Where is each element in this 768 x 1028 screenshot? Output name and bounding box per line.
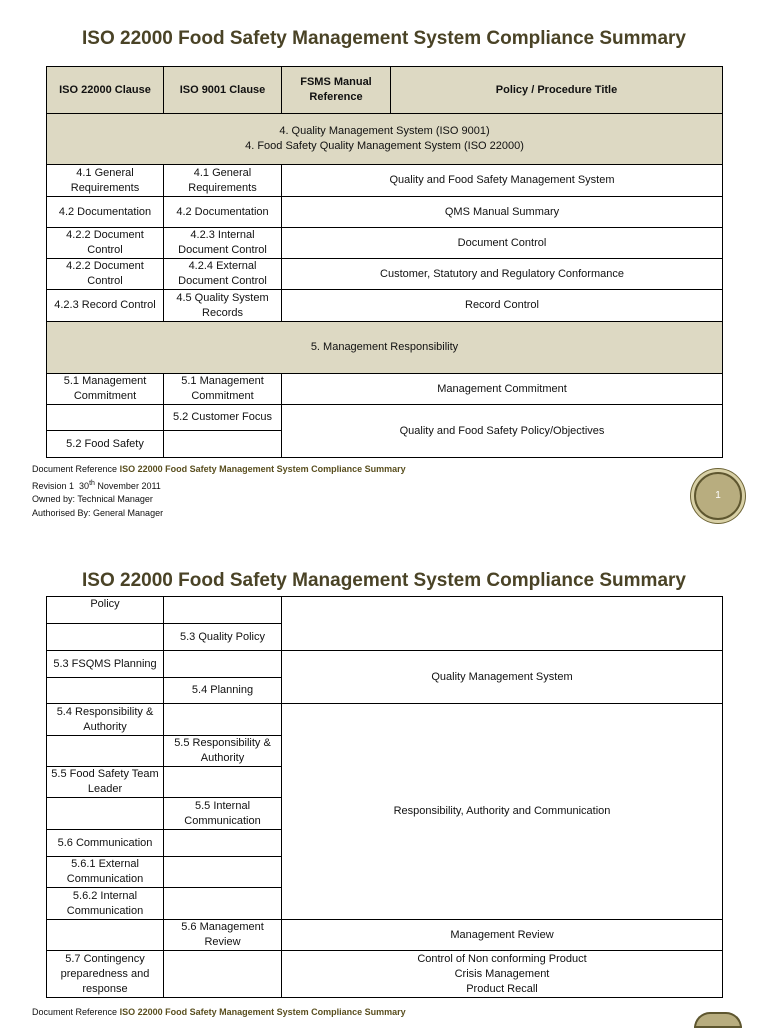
doc-reference-label: Document Reference [32, 1007, 118, 1017]
iso22000-cell: 5.5 Food Safety Team Leader [47, 767, 164, 798]
iso22000-cell [47, 920, 164, 951]
policy-cell [282, 951, 723, 998]
iso22000-cell: 5.1 Management Commitment [47, 374, 164, 405]
revision-line [32, 477, 406, 494]
iso22000-cell: 5.2 Food Safety [47, 431, 164, 458]
iso9001-cell: 5.4 Planning [164, 678, 282, 704]
iso22000-cell [47, 736, 164, 767]
iso22000-cell [47, 678, 164, 704]
iso22000-cell: 5.6 Communication [47, 830, 164, 857]
policy-cell: Quality Management System [282, 651, 723, 704]
iso9001-cell: 4.5 Quality System Records [164, 290, 282, 322]
iso9001-cell: 4.2.4 External Document Control [164, 259, 282, 290]
authorised-by: Authorised By: General Manager [32, 507, 164, 518]
iso22000-cell: 5.3 FSQMS Planning [47, 651, 164, 678]
doc-reference-value: ISO 22000 Food Safety Management System Compliance Summary [119, 1007, 406, 1017]
iso22000-cell: 4.2.3 Record Control [47, 290, 164, 322]
page-title: ISO 22000 Food Safety Management System Compliance Summary [82, 28, 686, 49]
table-header-row [47, 67, 723, 114]
policy-cell: Quality and Food Safety Management System [282, 165, 723, 197]
iso22000-cell: 5.6.2 Internal Communication [47, 888, 164, 920]
iso9001-cell: 5.1 Management Commitment [164, 374, 282, 405]
policy-cell-empty [282, 597, 723, 651]
page-title: ISO 22000 Food Safety Management System Compliance Summary [82, 570, 686, 591]
iso22000-cell: 4.2 Documentation [47, 197, 164, 228]
table-row [47, 597, 723, 624]
policy-cell: Management Commitment [282, 374, 723, 405]
iso9001-cell [164, 857, 282, 888]
iso22000-cell: 5.6.1 External Communication [47, 857, 164, 888]
section-band-4 [47, 114, 723, 165]
revision-label: Revision 1 [32, 480, 75, 491]
page-2-footer [32, 1006, 406, 1020]
header-iso22000: ISO 22000 Clause [47, 67, 164, 114]
iso9001-cell [164, 767, 282, 798]
table-row [47, 951, 723, 998]
iso9001-cell [164, 888, 282, 920]
iso22000-cell: 5.7 Contingency preparedness and response [47, 951, 164, 998]
table-row [47, 405, 723, 431]
iso9001-cell [164, 830, 282, 857]
revision-suffix: th [89, 479, 95, 487]
table-row [47, 290, 723, 322]
iso9001-cell: 4.1 General Requirements [164, 165, 282, 197]
iso22000-cell [47, 798, 164, 830]
compliance-table-page-1 [46, 66, 723, 458]
section-4-line-2: 4. Food Safety Quality Management System (ISO 22000) [245, 140, 524, 152]
table-row [47, 165, 723, 197]
table-row [47, 651, 723, 678]
policy-cell: Quality and Food Safety Policy/Objectives [282, 405, 723, 458]
revision-day: 30 [79, 480, 90, 491]
policy-cell: Record Control [282, 290, 723, 322]
policy-cell: Customer, Statutory and Regulatory Conformance [282, 259, 723, 290]
header-iso9001: ISO 9001 Clause [164, 67, 282, 114]
section-band-5 [47, 322, 723, 374]
section-5-heading: 5. Management Responsibility [47, 322, 723, 374]
section-4-line-1: 4. Quality Management System (ISO 9001) [279, 125, 490, 137]
iso22000-cell: 4.2.2 Document Control [47, 228, 164, 259]
policy-line: Product Recall [466, 982, 538, 995]
iso9001-cell [164, 951, 282, 998]
page-number-badge: 1 [694, 472, 742, 520]
table-row [47, 374, 723, 405]
doc-reference-line [32, 463, 406, 477]
table-row [47, 920, 723, 951]
iso9001-cell: 5.3 Quality Policy [164, 624, 282, 651]
page-number-badge-partial [694, 1012, 742, 1028]
policy-cell: Document Control [282, 228, 723, 259]
iso9001-cell: 5.5 Internal Communication [164, 798, 282, 830]
iso9001-cell: 5.2 Customer Focus [164, 405, 282, 431]
policy-cell: QMS Manual Summary [282, 197, 723, 228]
iso9001-cell: 4.2.3 Internal Document Control [164, 228, 282, 259]
policy-line: Crisis Management [454, 967, 550, 980]
section-4-heading [47, 114, 723, 165]
policy-cell: Management Review [282, 920, 723, 951]
iso22000-cell [47, 624, 164, 651]
revision-date: November 2011 [97, 480, 161, 491]
iso9001-cell [164, 597, 282, 624]
table-row [47, 259, 723, 290]
iso22000-cell: Policy [47, 597, 164, 624]
policy-line: Control of Non conforming Product [417, 952, 587, 965]
compliance-table-page-2 [46, 596, 723, 998]
table-row [47, 197, 723, 228]
doc-reference-line [32, 1006, 406, 1020]
header-policy: Policy / Procedure Title [391, 67, 723, 114]
iso9001-cell: 5.6 Management Review [164, 920, 282, 951]
iso9001-cell [164, 704, 282, 736]
iso22000-cell: 4.1 General Requirements [47, 165, 164, 197]
header-fsms: FSMS Manual Reference [282, 67, 391, 114]
policy-cell: Responsibility, Authority and Communication [282, 704, 723, 920]
iso9001-cell [164, 651, 282, 678]
table-row [47, 704, 723, 736]
iso22000-cell [47, 405, 164, 431]
iso9001-cell [164, 431, 282, 458]
iso22000-cell: 5.4 Responsibility & Authority [47, 704, 164, 736]
iso22000-cell: 4.2.2 Document Control [47, 259, 164, 290]
doc-reference-value: ISO 22000 Food Safety Management System Compliance Summary [119, 464, 406, 474]
iso9001-cell: 4.2 Documentation [164, 197, 282, 228]
table-row [47, 228, 723, 259]
iso9001-cell: 5.5 Responsibility & Authority [164, 736, 282, 767]
owned-by: Owned by: Technical Manager [32, 494, 153, 504]
doc-reference-label: Document Reference [32, 464, 118, 474]
page-1-footer [32, 463, 406, 520]
